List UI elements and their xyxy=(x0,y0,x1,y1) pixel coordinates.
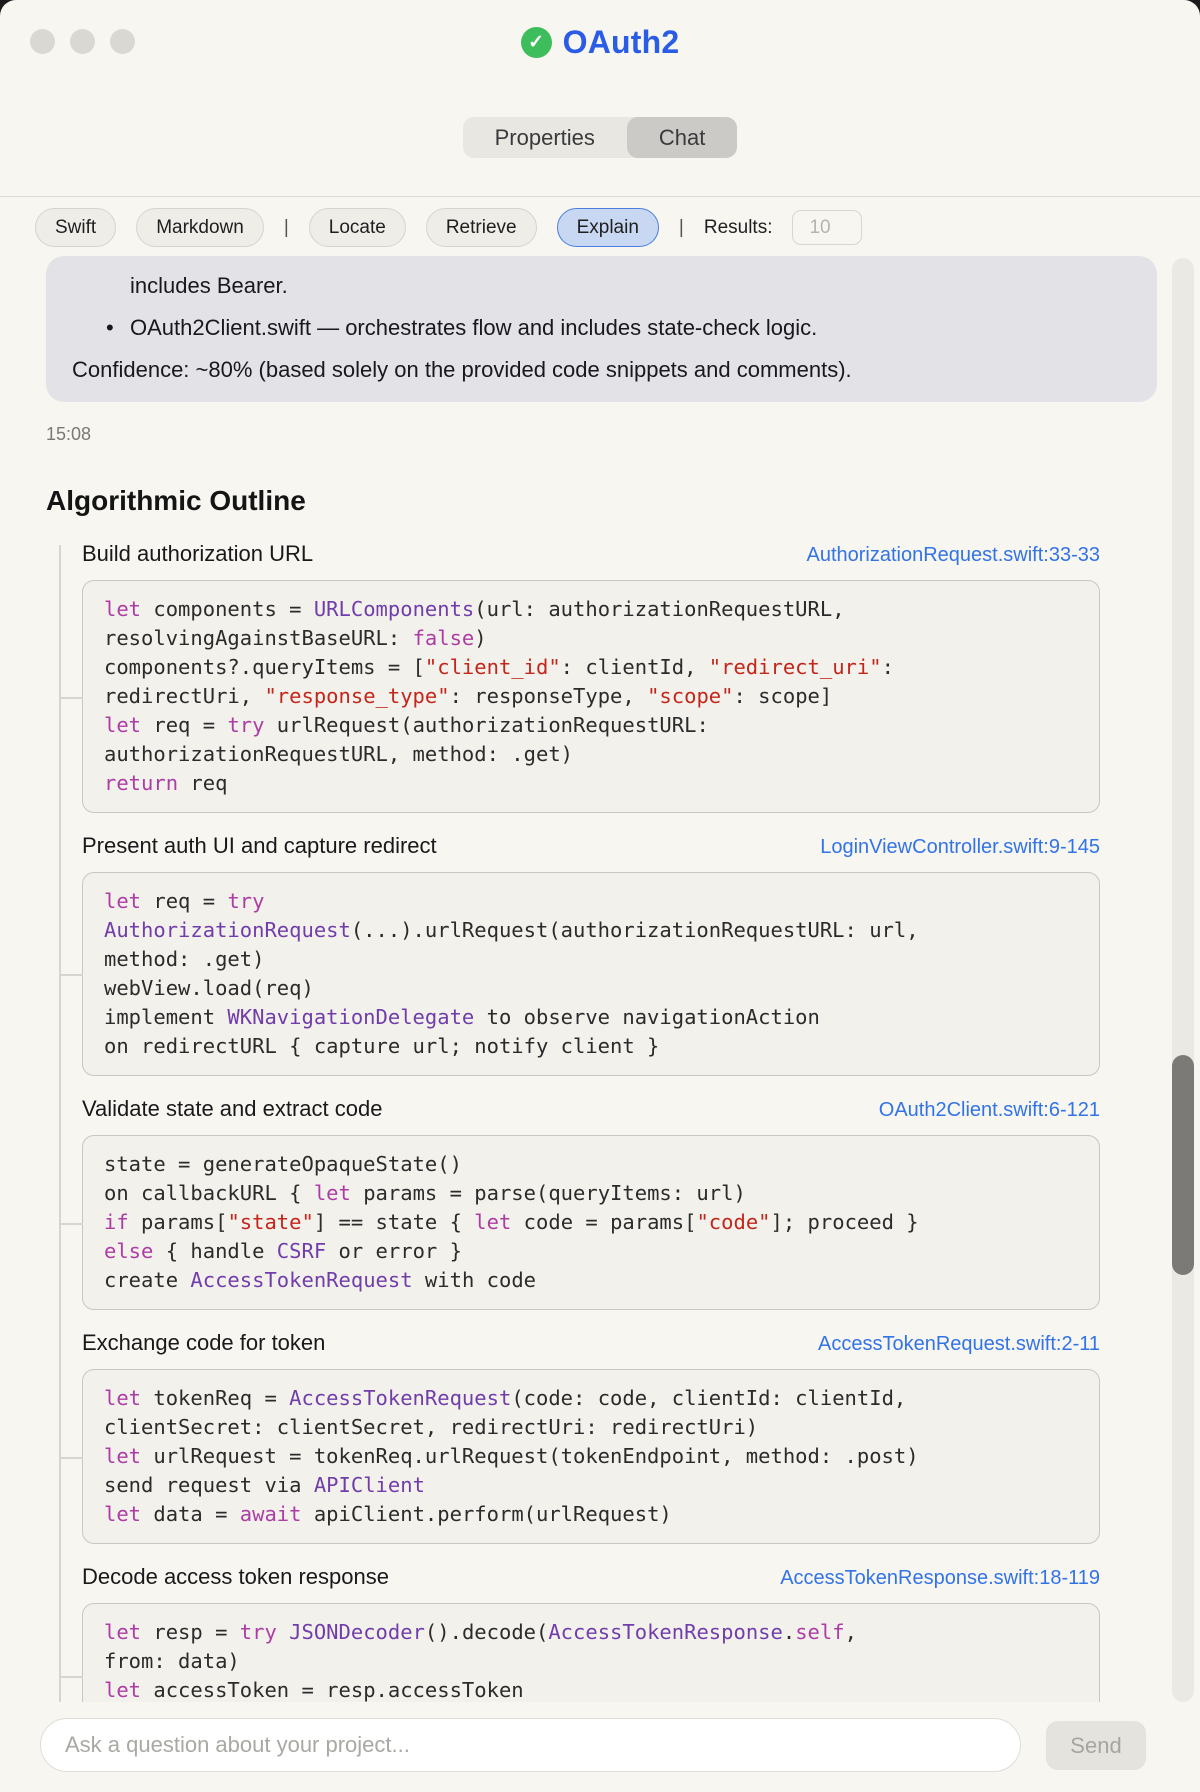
code-line: else { handle CSRF or error } xyxy=(104,1239,462,1263)
section-file-link[interactable]: LoginViewController.swift:9-145 xyxy=(820,836,1100,858)
tab-chat[interactable]: Chat xyxy=(627,117,737,158)
code-line: let accessToken = resp.accessToken xyxy=(104,1678,524,1702)
code-line: send request via APIClient xyxy=(104,1473,425,1497)
section-title: Validate state and extract code xyxy=(82,1096,383,1121)
status-check-icon: ✓ xyxy=(521,27,552,58)
section-header xyxy=(82,1330,1100,1356)
section-file-link[interactable]: AccessTokenRequest.swift:2-11 xyxy=(818,1333,1100,1355)
chat-scroll-area[interactable] xyxy=(0,256,1200,1702)
code-line: AuthorizationRequest(...).urlRequest(authorizationRequestURL: url, xyxy=(104,918,919,942)
section-title: Decode access token response xyxy=(82,1564,389,1589)
code-line: clientSecret: clientSecret, redirectUri: redirectUri) xyxy=(104,1415,759,1439)
outline-section xyxy=(82,833,1200,1076)
code-line: let resp = try JSONDecoder().decode(AccessTokenResponse.self, xyxy=(104,1620,857,1644)
code-line: create AccessTokenRequest with code xyxy=(104,1268,536,1292)
code-line: method: .get) xyxy=(104,947,265,971)
window-title: OAuth2 xyxy=(562,24,680,60)
section-title: Present auth UI and capture redirect xyxy=(82,833,437,858)
code-block xyxy=(82,1135,1100,1310)
message-timestamp: 15:08 xyxy=(46,424,92,444)
code-line: let req = try xyxy=(104,889,265,913)
tab-bar-wrap xyxy=(0,117,1200,158)
algorithmic-outline xyxy=(46,541,1200,1789)
chip-swift[interactable]: Swift xyxy=(35,208,116,247)
section-title: Exchange code for token xyxy=(82,1330,326,1355)
tab-bar xyxy=(463,117,738,158)
chip-explain[interactable]: Explain xyxy=(557,208,659,247)
code-line: implement WKNavigationDelegate to observe navigationAction xyxy=(104,1005,820,1029)
code-line: let components = URLComponents(url: authorizationRequestURL, xyxy=(104,597,845,621)
results-label: Results: xyxy=(703,216,773,238)
chip-separator: | xyxy=(678,216,684,238)
code-line: resolvingAgainstBaseURL: false) xyxy=(104,626,487,650)
message-line: • OAuth2Client.swift — orchestrates flow and includes state-check logic. xyxy=(72,313,1131,343)
code-line: let urlRequest = tokenReq.urlRequest(tokenEndpoint, method: .post) xyxy=(104,1444,919,1468)
section-file-link[interactable]: AccessTokenResponse.swift:18-119 xyxy=(780,1567,1100,1589)
tab-properties[interactable]: Properties xyxy=(463,117,627,158)
window-title-row xyxy=(0,24,1200,61)
outline-section xyxy=(82,1096,1200,1310)
question-input[interactable] xyxy=(40,1718,1021,1772)
section-file-link[interactable]: AuthorizationRequest.swift:33-33 xyxy=(806,544,1100,566)
results-input[interactable] xyxy=(792,210,862,245)
code-line: authorizationRequestURL, method: .get) xyxy=(104,742,573,766)
composer-bar xyxy=(0,1702,1200,1792)
send-button[interactable]: Send xyxy=(1046,1721,1146,1770)
scrollbar-track[interactable] xyxy=(1172,258,1194,1702)
section-file-link[interactable]: OAuth2Client.swift:6-121 xyxy=(878,1099,1100,1121)
code-line: return req xyxy=(104,771,228,795)
chip-markdown[interactable]: Markdown xyxy=(136,208,264,247)
outline-heading: Algorithmic Outline xyxy=(46,485,306,516)
code-block xyxy=(82,580,1100,813)
code-line: if params["state"] == state { let code = params["code"]; proceed } xyxy=(104,1210,919,1234)
header-divider xyxy=(0,196,1200,197)
message-line: includes Bearer. xyxy=(130,273,288,298)
section-title: Build authorization URL xyxy=(82,541,314,566)
section-header xyxy=(82,1564,1100,1590)
code-line: state = generateOpaqueState() xyxy=(104,1152,462,1176)
scrollbar-thumb[interactable] xyxy=(1172,1055,1194,1275)
chip-separator: | xyxy=(283,216,289,238)
section-header xyxy=(82,1096,1100,1122)
outline-section xyxy=(82,541,1200,813)
code-line: let req = try urlRequest(authorizationRequestURL: xyxy=(104,713,709,737)
code-line: webView.load(req) xyxy=(104,976,314,1000)
code-line: redirectUri, "response_type": responseType, "scope": scope] xyxy=(104,684,833,708)
chip-retrieve[interactable]: Retrieve xyxy=(426,208,537,247)
code-block xyxy=(82,1369,1100,1544)
outline-section xyxy=(82,1330,1200,1544)
message-bubble xyxy=(46,256,1157,402)
code-line: from: data) xyxy=(104,1649,240,1673)
filter-toolbar xyxy=(35,208,862,247)
code-line: on callbackURL { let params = parse(queryItems: url) xyxy=(104,1181,746,1205)
section-header xyxy=(82,833,1100,859)
section-header xyxy=(82,541,1100,567)
code-line: components?.queryItems = ["client_id": clientId, "redirect_uri": xyxy=(104,655,894,679)
code-line: let data = await apiClient.perform(urlRequest) xyxy=(104,1502,672,1526)
code-line: on redirectURL { capture url; notify client } xyxy=(104,1034,660,1058)
chip-locate[interactable]: Locate xyxy=(309,208,406,247)
code-block xyxy=(82,872,1100,1076)
message-line: Confidence: ~80% (based solely on the provided code snippets and comments). xyxy=(72,357,852,382)
code-line: let tokenReq = AccessTokenRequest(code: code, clientId: clientId, xyxy=(104,1386,907,1410)
